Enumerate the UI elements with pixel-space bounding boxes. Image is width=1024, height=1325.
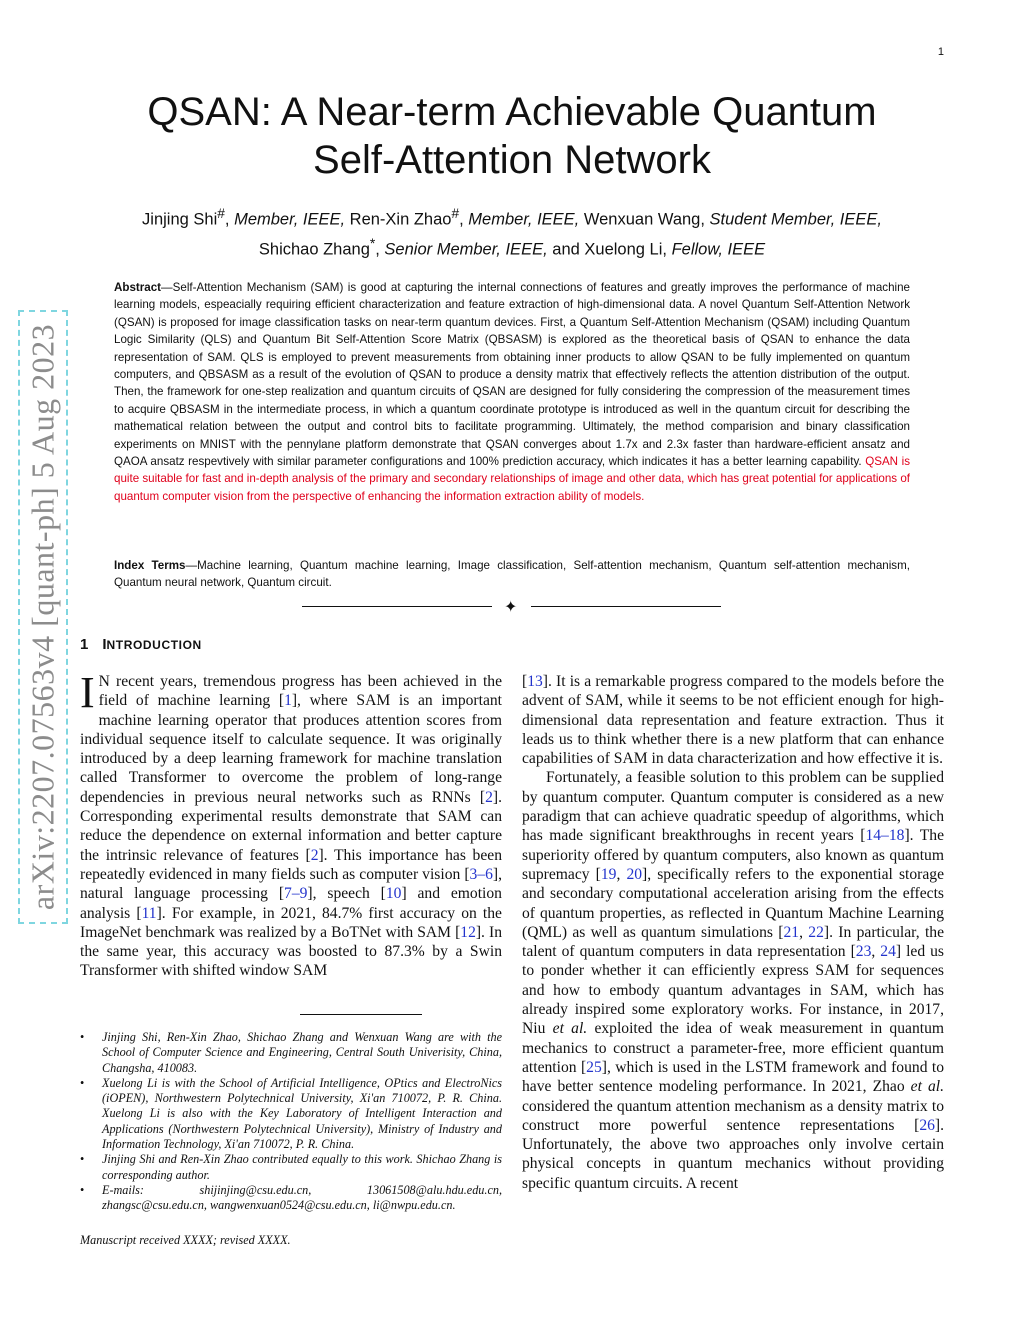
- arxiv-stamp[interactable]: [18, 310, 68, 924]
- body-text: ]. For example, in 2021, 84.7% first accuracy on the ImageNet benchmark was realized by a BoTNet with SAM [: [80, 904, 502, 941]
- body-text: ]. Corresponding experimental results demonstrate that SAM can reduce the dependence on external information and better capture the intrinsic relevance of features [: [80, 788, 502, 864]
- title-line-2: Self-Attention Network: [313, 138, 711, 182]
- abstract-highlight: QSAN is quite suitable for fast and in-depth analysis of the primary and secondary relationships of image and other data, which has great potential for applications of quantum computer vision from the perspective of enhancing the information extraction ability of models.: [114, 455, 911, 503]
- author-role: Member, IEEE,: [468, 210, 580, 229]
- footnote-text: E-mails: shijinjing@csu.edu.cn, 13061508@alu.hdu.edu.cn, zhangsc@csu.edu.cn, wangwenxuan0524@csu.edu.cn, li@nwpu.edu.cn.: [102, 1182, 502, 1213]
- citation-link[interactable]: 2: [485, 788, 493, 806]
- author-line-2: Shichao Zhang*, Senior Member, IEEE, and Xuelong Li, Fellow, IEEE: [258, 235, 766, 258]
- author-mark: #: [451, 206, 460, 221]
- footnote-bullet: •: [80, 1075, 85, 1090]
- citation-link[interactable]: 14–18: [865, 827, 905, 845]
- citation-link[interactable]: 22: [808, 923, 824, 941]
- body-text: ]. The superiority offered by quantum computers, also known as quantum supremacy [: [522, 827, 944, 883]
- footnote-rule: [300, 1014, 422, 1015]
- author-name: Jinjing Shi: [142, 210, 218, 229]
- section-number: 1: [80, 636, 89, 653]
- footnote-item: [80, 1076, 502, 1152]
- paragraph: [522, 768, 944, 1193]
- author-role: Senior Member, IEEE,: [384, 240, 548, 258]
- body-text: ]. In the same year, this accuracy was boosted to 87.3% by a Swin Transformer with shifted window SAM: [80, 923, 502, 980]
- author-name: Wenxuan Wang,: [583, 210, 705, 229]
- author-line-1: Jinjing Shi#, Member, IEEE, Ren-Xin Zhao#, Member, IEEE, Wenxuan Wang, Student Member, IEEE,: [142, 206, 882, 229]
- body-text: ] and emotion analysis [: [80, 885, 502, 922]
- footnote-bullet: •: [80, 1030, 85, 1044]
- abstract: [114, 279, 910, 505]
- author-mark: *: [369, 235, 376, 251]
- page-number: 1: [937, 46, 944, 58]
- citation-link[interactable]: 7–9: [284, 885, 308, 903]
- separator-rule-left: [302, 606, 492, 607]
- body-text: ]. It is a remarkable progress compared to the models before the advent of SAM, while it seems to be not efficient enough for high-dimensional data representation and feature extraction. Thus it leads us to think whether there is a new platform that can enhance capabilities of SAM in data characterization and how effective it is.: [522, 673, 944, 768]
- body-text: ], which is used in the LSTM framework and found to have better sentence modeling performance. In 2021, Zhao: [522, 1058, 945, 1096]
- footnote-bullet: •: [80, 1182, 85, 1197]
- author-role: Member, IEEE,: [234, 210, 346, 229]
- body-text-italic: et al.: [910, 1078, 944, 1096]
- abstract-body: —Self-Attention Mechanism (SAM) is good at capturing the internal connections of features and greatly improves the performance of machine learning models, espeacially requiring efficient characterization and feature extraction of high-dimensional data. A novel Quantum Self-Attention Network (QSAN) is proposed for image classification tasks on near-term quantum devices. First, a Quantum Self-Attention Mechanism (QSAM) including Quantum Logic Similarity (QLS) and Quantum Bit Self-Attention Score Matrix (QBSASM) is explored as the theoretical basis of QSAN to enhance the data representation of SAM. QLS is employed to prevent measurements from obtaining inner products to allow QSAN to be fully implemented on quantum computers, and QBSASM as a result of the evolution of QSAN to produce a density matrix that effectively reflects the attention distribution of the output. Then, the framework for one-step realization and quantum circuits of QSAN are designed for fully considering the compression of the measurement times to acquire QBSASM in the intermediate process, in which a quantum coordinate prototype is introduced as well in the quantum circuit for describing the mathematical relation between the output and control bits to facilitate programming. Ultimately, the method comparision and binary classification experiments on MNIST with the pennylane platform demonstrate that QSAN converges about 1.7x and 2.3x faster than hardware-efficient ansatz and QAOA ansatz respevtively with similar parameter configurations and 100% prediction accuracy, which indicates it has a better learning capability.: [114, 281, 910, 469]
- manuscript-note: Manuscript received XXXX; revised XXXX.: [80, 1233, 291, 1247]
- body-text: ]. This importance has been repeatedly evidenced in many fields such as computer vision [: [80, 846, 502, 883]
- author-name: Ren-Xin Zhao: [349, 210, 452, 229]
- citation-link[interactable]: 23: [855, 943, 872, 961]
- separator-rule-right: [531, 606, 721, 607]
- left-column: [80, 668, 503, 981]
- citation-link[interactable]: 11: [141, 904, 157, 922]
- citation-link[interactable]: 25: [586, 1058, 602, 1076]
- body-text: ], specifically refers to the exponential storage and secondary computational acceleration arising from the effects of quantum properties, as reflected in Quantum Machine Learning (QML) as well as quantum simulations [: [522, 865, 945, 941]
- body-text: ] led us to ponder whether it can efficiently express SAM for sequences and how to embody quantum advantages in SAM, which has already inspired some exploratory works. For instance, in 2017, Niu: [522, 943, 945, 1038]
- body-text: N recent years, tremendous progress has been achieved in the field of machine learning [: [98, 673, 502, 710]
- citation-link[interactable]: 26: [919, 1116, 935, 1134]
- body-text: ]. Unfortunately, the above two approaches only involve certain physical concepts in quantum mechanics without providing specific quantum circuits. A recent: [522, 1116, 944, 1192]
- author-list: [90, 202, 934, 261]
- body-text: ], where SAM is an important machine learning operator that produces attention scores from individual sequence itself to calculate sequence. It was originally introduced by a deep learning framework for machine translation called Transformer to overcome the problem of long-range dependencies in previous neural networks such as RNNs [: [80, 692, 503, 806]
- index-terms-label: Index Terms: [114, 559, 186, 572]
- right-column: [522, 672, 944, 1193]
- citation-link[interactable]: 1: [284, 692, 292, 710]
- section-heading: [80, 636, 202, 653]
- footnote-text: Jinjing Shi and Ren-Xin Zhao contributed equally to this work. Shichao Zhang is corresponding author.: [102, 1152, 502, 1182]
- section-title-rest: NTRODUCTION: [106, 638, 202, 652]
- author-name: Xuelong Li,: [584, 240, 667, 258]
- footnote-item: [80, 1183, 502, 1214]
- body-text: Fortunately, a feasible solution to this problem can be supplied by quantum computer. Quantum computer is considered as a new paradigm that can achieve quadratic speedup of algorithms, which has made significant breakthroughs in recent years [: [522, 769, 944, 845]
- drop-cap: I: [80, 668, 95, 717]
- footnote-bullet: •: [80, 1152, 85, 1167]
- footnote-text: Jinjing Shi, Ren-Xin Zhao, Shichao Zhang and Wenxuan Wang are with the School of Computer Science and Engineering, Central South Univerisity, China, Changsha, 410083.: [102, 1030, 502, 1075]
- paper-title: [90, 88, 934, 184]
- body-text: ,: [616, 865, 627, 883]
- author-role: Student Member, IEEE,: [709, 210, 882, 229]
- citation-link[interactable]: 2: [310, 846, 319, 864]
- footnote-text: Xuelong Li is with the School of Artificial Intelligence, OPtics and ElectroNics (iOPEN), Northwestern Polytechnical University, Xi'an 710072, P. R. China. Xuelong Li is also with the Key Laboratory of Intelligent Interaction and Applications (Northwestern Polytechnical University), Ministry of Industry and Information Technology, Xi'an 710072, P. R. China.: [102, 1075, 502, 1152]
- citation-link[interactable]: 20: [626, 865, 643, 883]
- index-terms: [114, 557, 910, 592]
- separator-diamond-icon: ✦: [504, 597, 518, 616]
- body-text: ,: [799, 923, 809, 941]
- body-text: considered the quantum attention mechanism as a density matrix to construct more powerful sentence representations [: [522, 1097, 944, 1134]
- paragraph: [522, 672, 944, 768]
- author-conjunction: and: [552, 240, 580, 258]
- body-text: ,: [871, 943, 881, 961]
- footnote-item: [80, 1030, 502, 1076]
- citation-link[interactable]: 21: [783, 923, 800, 941]
- author-name: Shichao Zhang: [258, 240, 370, 258]
- body-text: ], natural language processing [: [80, 865, 502, 903]
- section-title-initial: I: [102, 636, 107, 653]
- body-text-italic: et al.: [552, 1020, 588, 1038]
- author-role: Fellow, IEEE: [671, 240, 766, 258]
- index-terms-body: —Machine learning, Quantum machine learning, Image classification, Self-attention mechanism, Quantum self-attention mechanism, Quantum neural network, Quantum circuit.: [114, 559, 910, 590]
- footnotes: [80, 1030, 502, 1214]
- citation-link[interactable]: 24: [880, 943, 896, 961]
- footnote-item: [80, 1152, 502, 1183]
- body-text: ], speech [: [307, 885, 386, 903]
- citation-link[interactable]: 19: [600, 865, 617, 883]
- citation-link[interactable]: 10: [385, 885, 402, 903]
- abstract-label: Abstract: [114, 281, 162, 294]
- citation-link[interactable]: 13: [527, 673, 543, 690]
- title-line-1: QSAN: A Near-term Achievable Quantum: [147, 90, 877, 134]
- body-text: exploited the idea of weak measurement in quantum mechanics to construct a parameter-free, more efficient quantum attention [: [522, 1020, 944, 1076]
- citation-link[interactable]: 3–6: [469, 865, 493, 883]
- arxiv-stamp-text[interactable]: arXiv:2207.07563v4 [quant-ph] 5 Aug 2023: [24, 323, 61, 911]
- body-text: [: [522, 673, 528, 690]
- citation-link[interactable]: 12: [460, 923, 476, 941]
- author-mark: #: [217, 206, 225, 221]
- body-text: ]. In particular, the talent of quantum computers in data representation [: [522, 923, 945, 961]
